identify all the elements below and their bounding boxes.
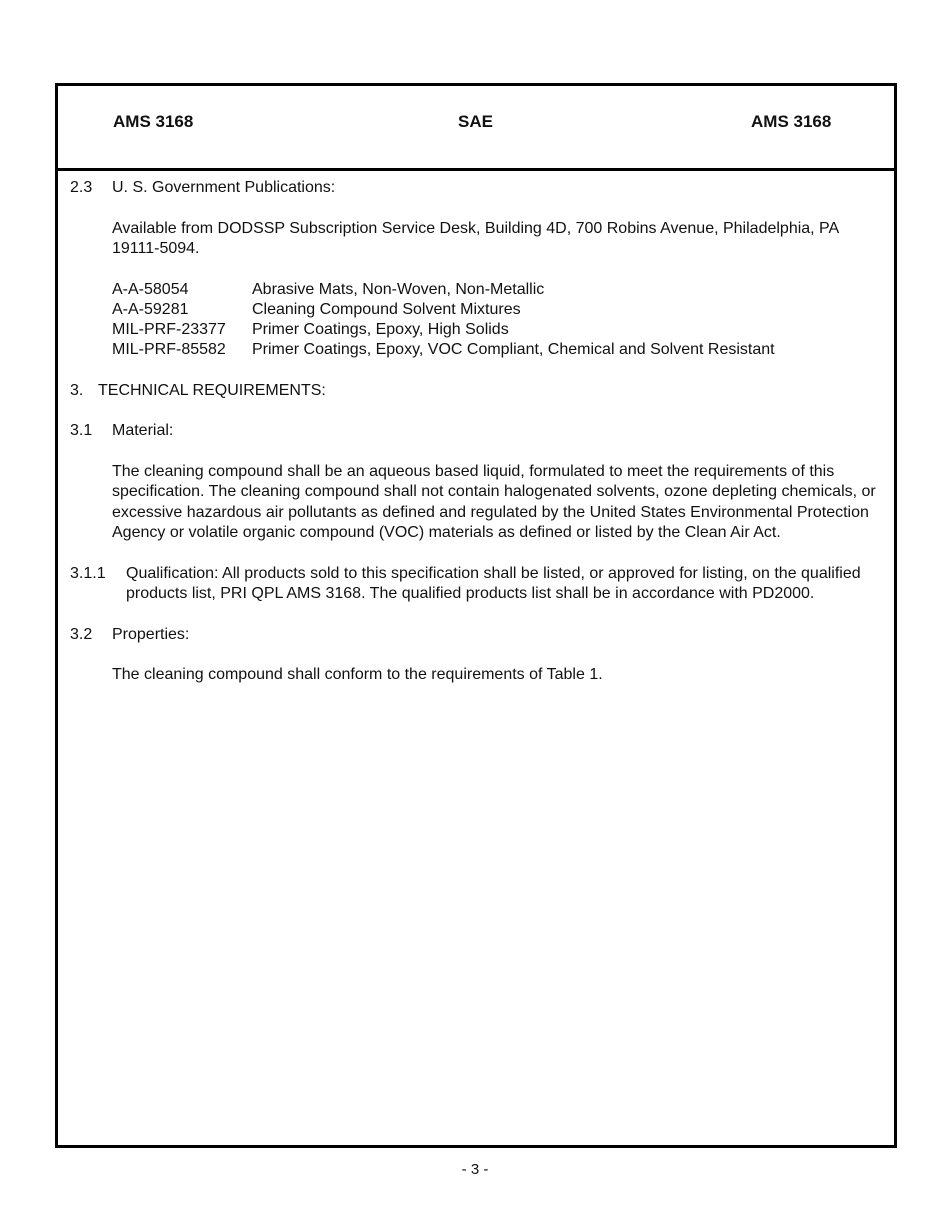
section-3-2-heading [70, 625, 880, 646]
material-paragraph: The cleaning compound shall be an aqueous based liquid, formulated to meet the requirements of this specification. The cleaning compound shall not contain halogenated solvents, ozone depleting chemicals, or excessive hazardous air pollutants as defined and regulated by the United States Environmental Protection Agency or volatile organic compound (VOC) materials as defined or listed by the Clean Air Act. [112, 462, 876, 542]
section-title: Material: [112, 422, 174, 440]
section-number: 3.1 [70, 422, 93, 440]
reference-item [112, 280, 880, 300]
reference-item [112, 300, 880, 320]
section-3-1-1 [70, 564, 880, 605]
reference-id: MIL-PRF-85582 [112, 341, 226, 359]
reference-id: A-A-59281 [112, 300, 189, 318]
reference-id: A-A-58054 [112, 280, 189, 298]
reference-title: Primer Coatings, Epoxy, VOC Compliant, Chemical and Solvent Resistant [252, 341, 775, 359]
section-title: TECHNICAL REQUIREMENTS: [98, 381, 326, 399]
reference-list [70, 280, 880, 361]
availability-paragraph: Available from DODSSP Subscription Service Desk, Building 4D, 700 Robins Avenue, Philadelphia, PA 19111-5094. [112, 219, 839, 257]
header-org: SAE [458, 112, 493, 131]
document-body [70, 178, 880, 686]
reference-item [112, 320, 880, 340]
section-number: 3. [70, 381, 84, 399]
section-number: 3.2 [70, 625, 93, 643]
header-doc-id-right: AMS 3168 [751, 112, 832, 131]
section-title: U. S. Government Publications: [112, 179, 336, 196]
page-header [58, 86, 894, 171]
reference-title: Primer Coatings, Epoxy, High Solids [252, 321, 509, 339]
page-frame [55, 83, 897, 1148]
page-number: - 3 - [461, 1161, 489, 1178]
section-number: 3.1.1 [70, 564, 106, 582]
properties-paragraph: The cleaning compound shall conform to the requirements of Table 1. [112, 666, 603, 684]
reference-id: MIL-PRF-23377 [112, 321, 226, 339]
section-title: Properties: [112, 625, 190, 643]
section-number: 2.3 [70, 179, 93, 196]
reference-title: Abrasive Mats, Non-Woven, Non-Metallic [252, 280, 545, 298]
qualification-paragraph: Qualification: All products sold to this specification shall be listed, or approved for listing, on the qualified products list, PRI QPL AMS 3168. The qualified products list shall be in accordance with PD2000. [126, 564, 861, 603]
reference-item [112, 340, 880, 360]
section-2-3-heading [70, 178, 880, 199]
reference-title: Cleaning Compound Solvent Mixtures [252, 300, 521, 318]
section-3-1-heading [70, 421, 880, 442]
header-doc-id-left: AMS 3168 [113, 112, 194, 131]
section-3-heading [70, 381, 880, 402]
